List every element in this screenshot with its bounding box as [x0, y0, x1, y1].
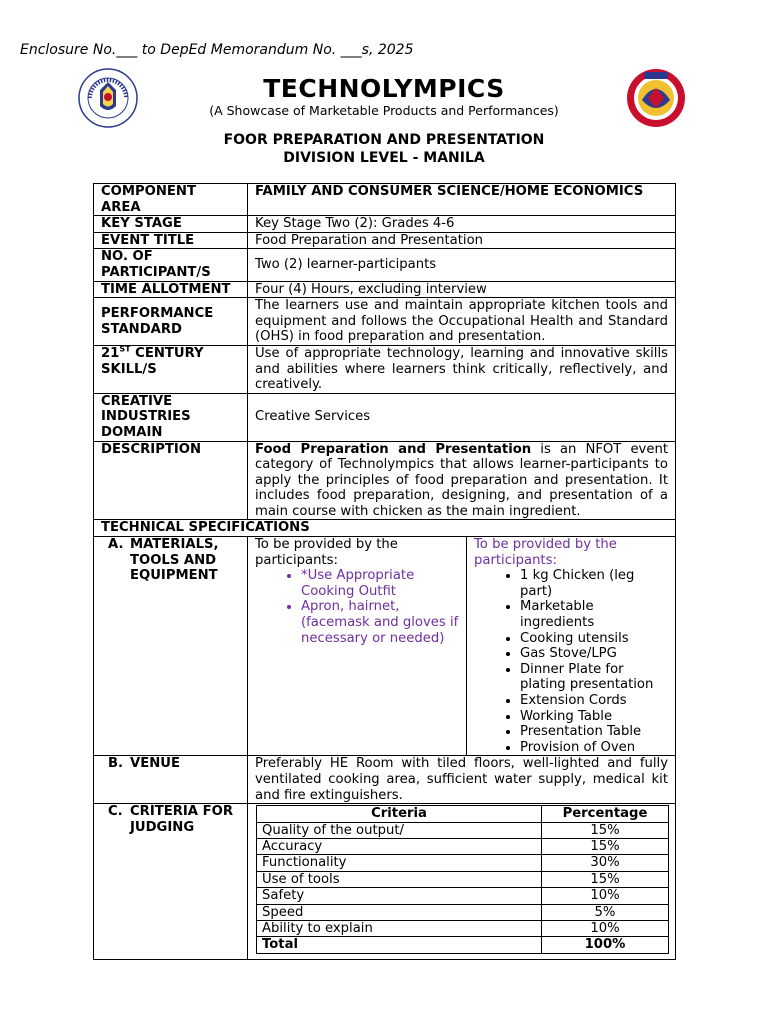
table-row	[94, 520, 676, 537]
provided-items-intro: To be provided by the participants:	[474, 537, 617, 568]
table-row	[94, 232, 676, 249]
event-heading: FOOR PREPARATION AND PRESENTATION	[223, 132, 545, 148]
row-label: NO. OF PARTICIPANT/S	[94, 249, 248, 281]
row-label: PERFORMANCE STANDARD	[94, 298, 248, 346]
table-row	[94, 298, 676, 346]
row-value: Food Preparation and Presentation	[248, 232, 676, 249]
row-value: Key Stage Two (2): Grades 4-6	[248, 216, 676, 233]
criteria-table	[256, 805, 669, 954]
criteria-percentage: 15%	[542, 822, 669, 838]
row-value: Creative Services	[248, 393, 676, 441]
criteria-row	[257, 904, 669, 920]
row-label: CREATIVE INDUSTRIES DOMAIN	[94, 393, 248, 441]
criteria-header: Criteria	[257, 806, 542, 822]
criteria-row	[257, 921, 669, 937]
total-label: Total	[257, 937, 542, 953]
row-label: EVENT TITLE	[94, 232, 248, 249]
technical-specifications-heading: TECHNICAL SPECIFICATIONS	[94, 520, 676, 537]
page-title: TECHNOLYMPICS	[263, 74, 505, 103]
list-item: • Dinner Plate for plating presentation	[520, 662, 668, 693]
table-row	[94, 441, 676, 520]
list-item: • Marketable ingredients	[520, 599, 668, 630]
criteria-name: Functionality	[257, 855, 542, 871]
criteria-percentage: 30%	[542, 855, 669, 871]
criteria-name: Speed	[257, 904, 542, 920]
table-row	[94, 537, 676, 756]
venue-label: B. VENUE	[94, 756, 248, 804]
table-row	[94, 345, 676, 393]
enclosure-line: Enclosure No.___ to DepEd Memorandum No. ___s, 2025	[20, 42, 414, 58]
division-heading: DIVISION LEVEL - MANILA	[283, 150, 485, 166]
criteria-row	[257, 871, 669, 887]
table-row	[94, 184, 676, 216]
venue-value: Preferably HE Room with tiled floors, well-lighted and fully ventilated cooking area, sufficient water supply, medical kit and fire extinguishers.	[248, 756, 676, 804]
row-value: The learners use and maintain appropriate kitchen tools and equipment and follows the Occupational Health and Standard (OHS) in food preparation and presentation.	[248, 298, 676, 346]
row-value: Food Preparation and Presentation is an NFOT event category of Technolympics that allows learner-participants to apply the principles of food preparation and presentation. It includes food preparation, designing, and presentation of a main course with chicken as the main ingredient.	[248, 441, 676, 520]
row-label: DESCRIPTION	[94, 441, 248, 520]
criteria-name: Ability to explain	[257, 921, 542, 937]
list-item: • Working Table	[520, 709, 668, 725]
criteria-percentage: 10%	[542, 888, 669, 904]
list-item: • 1 kg Chicken (leg part)	[520, 568, 668, 599]
list-item: • Cooking utensils	[520, 631, 668, 647]
criteria-name: Use of tools	[257, 871, 542, 887]
list-item: • Presentation Table	[520, 724, 668, 740]
row-value: FAMILY AND CONSUMER SCIENCE/HOME ECONOMICS	[248, 184, 676, 216]
table-row	[94, 249, 676, 281]
participant-items-cell	[248, 537, 467, 756]
row-value: Four (4) Hours, excluding interview	[248, 281, 676, 298]
list-item: • Apron, hairnet, (facemask and gloves if necessary or needed)	[301, 599, 459, 646]
specification-table	[93, 183, 676, 960]
criteria-label: C. CRITERIA FOR JUDGING	[94, 804, 248, 960]
row-label: KEY STAGE	[94, 216, 248, 233]
participant-items-intro: To be provided by the participants:	[255, 537, 398, 568]
table-row	[94, 393, 676, 441]
provided-items-cell	[467, 537, 676, 756]
page-subtitle: (A Showcase of Marketable Products and Performances)	[209, 103, 559, 118]
row-label: COMPONENT AREA	[94, 184, 248, 216]
criteria-row	[257, 888, 669, 904]
criteria-row	[257, 855, 669, 871]
criteria-percentage: 15%	[542, 871, 669, 887]
table-row	[94, 804, 676, 960]
table-row	[94, 216, 676, 233]
criteria-percentage: 5%	[542, 904, 669, 920]
criteria-percentage: 15%	[542, 838, 669, 854]
table-row	[94, 756, 676, 804]
criteria-name: Safety	[257, 888, 542, 904]
criteria-total-row	[257, 937, 669, 953]
criteria-header-row	[257, 806, 669, 822]
criteria-name: Quality of the output/	[257, 822, 542, 838]
provided-items-list	[474, 568, 668, 755]
participant-items-list	[255, 568, 459, 646]
percentage-header: Percentage	[542, 806, 669, 822]
list-item: • *Use Appropriate Cooking Outfit	[301, 568, 459, 599]
list-item: • Extension Cords	[520, 693, 668, 709]
criteria-row	[257, 838, 669, 854]
row-value: Two (2) learner-participants	[248, 249, 676, 281]
list-item: • Gas Stove/LPG	[520, 646, 668, 662]
materials-label: A. MATERIALS, TOOLS AND EQUIPMENT	[94, 537, 248, 756]
table-row	[94, 281, 676, 298]
row-label: 21ST CENTURY SKILL/S	[94, 345, 248, 393]
criteria-percentage: 10%	[542, 921, 669, 937]
criteria-cell	[248, 804, 676, 960]
list-item: • Provision of Oven	[520, 740, 668, 756]
total-value: 100%	[542, 937, 669, 953]
criteria-row	[257, 822, 669, 838]
row-label: TIME ALLOTMENT	[94, 281, 248, 298]
criteria-name: Accuracy	[257, 838, 542, 854]
row-value: Use of appropriate technology, learning and innovative skills and abilities where learners think critically, reflectively, and creatively.	[248, 345, 676, 393]
